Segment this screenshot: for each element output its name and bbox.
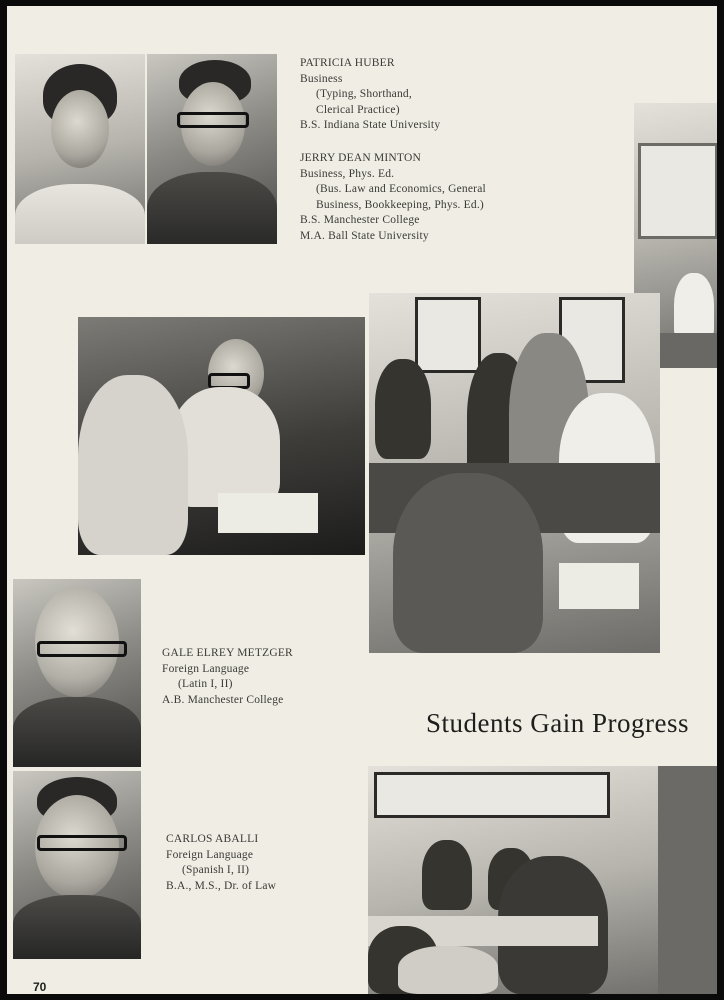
photo-language-classroom <box>368 766 717 994</box>
page-number: 70 <box>33 980 47 994</box>
faculty-course: (Typing, Shorthand, <box>316 88 412 100</box>
photo-student-foreground <box>393 473 543 653</box>
photo-window <box>638 143 717 239</box>
photo-chalkboard <box>658 766 717 994</box>
faculty-degree: B.A., M.S., Dr. of Law <box>166 879 277 892</box>
portrait-carlos-aballi <box>13 771 141 959</box>
photo-window <box>374 772 610 818</box>
photo-students-at-desks <box>369 293 660 653</box>
portrait-jerry-dean-minton <box>147 54 277 244</box>
portrait-shoulders <box>147 172 277 244</box>
faculty-course: (Latin I, II) <box>178 678 233 690</box>
faculty-course: Clerical Practice) <box>316 103 400 116</box>
photo-papers <box>218 493 318 533</box>
photo-student-foreground <box>398 946 498 994</box>
portrait-face <box>51 90 109 168</box>
caption-patricia-huber <box>300 56 440 134</box>
photo-teacher-helping-student <box>78 317 365 555</box>
photo-papers <box>559 563 639 609</box>
faculty-department: Business <box>300 72 343 85</box>
faculty-degree: B.S. Manchester College <box>300 214 420 226</box>
faculty-course: Business, Bookkeeping, Phys. Ed.) <box>316 198 484 211</box>
section-headline: Students Gain Progress <box>426 708 689 738</box>
portrait-gale-elrey-metzger <box>13 579 141 767</box>
faculty-name: CARLOS ABALLI <box>166 833 259 845</box>
caption-gale-elrey-metzger <box>162 646 293 708</box>
faculty-course: (Bus. Law and Economics, General <box>316 183 486 195</box>
faculty-department: Foreign Language <box>162 662 250 675</box>
photo-student-back <box>78 375 188 555</box>
caption-carlos-aballi <box>166 832 276 894</box>
faculty-course: (Spanish I, II) <box>182 864 250 876</box>
faculty-degree: A.B. Manchester College <box>162 693 284 706</box>
photo-window <box>415 297 481 373</box>
faculty-name: JERRY DEAN MINTON <box>300 152 421 164</box>
photo-student <box>375 359 431 459</box>
faculty-name: PATRICIA HUBER <box>300 57 395 69</box>
photo-student <box>422 840 472 910</box>
faculty-department: Business, Phys. Ed. <box>300 167 395 180</box>
portrait-shoulders <box>13 895 141 959</box>
portrait-patricia-huber <box>15 54 145 244</box>
yearbook-page <box>7 6 717 994</box>
faculty-department: Foreign Language <box>166 848 254 861</box>
faculty-degree: B.S. Indiana State University <box>300 119 441 131</box>
portrait-glasses <box>177 112 249 128</box>
portrait-glasses <box>37 835 127 851</box>
caption-jerry-dean-minton <box>300 151 486 244</box>
portrait-glasses <box>37 641 127 657</box>
faculty-degree: M.A. Ball State University <box>300 229 429 242</box>
faculty-name: GALE ELREY METZGER <box>162 647 293 659</box>
portrait-shoulders <box>13 697 141 767</box>
portrait-shoulders <box>15 184 145 244</box>
